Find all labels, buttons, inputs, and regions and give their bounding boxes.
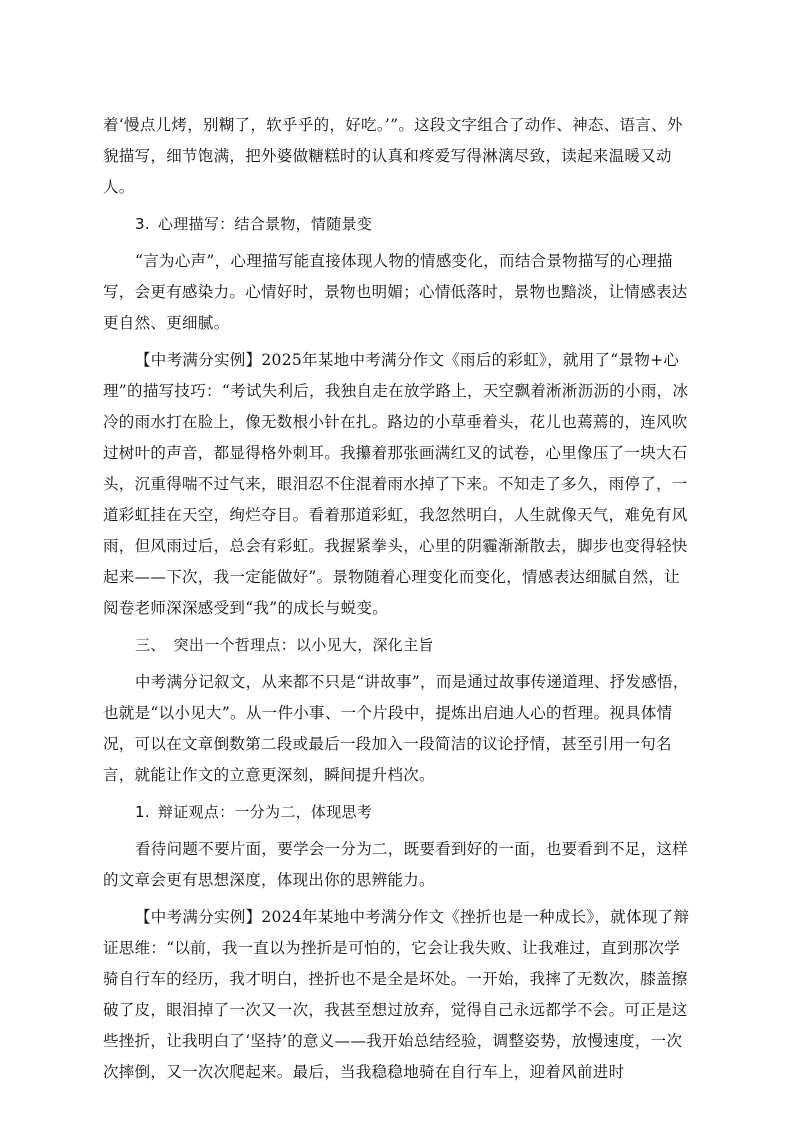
heading-number: 1.	[135, 803, 150, 821]
heading-text: 突出一个哲理点：以小见大，深化主旨	[173, 636, 434, 654]
section-heading-1	[103, 797, 691, 828]
heading-text: 辩证观点：一分为二，体现思考	[157, 803, 373, 821]
paragraph-example-setback: 【中考满分实例】2024年某地中考满分作文《挫折也是一种成长》，就体现了辩证思维：“以前，我一直以为挫折是可怕的，它会让我失败、让我难过，直到那次学骑自行车的经历，我才明白，挫折也不是全是坏处。一开始，我摔了无数次，膝盖擦破了皮，眼泪掉了一次又一次，我甚至想过放弃，觉得自己永远都学不会。可正是这些挫折，让我明白了‘坚持’的意义——我开始总结经验，调整姿势，放慢速度，一次次摔倒，又一次次爬起来。最后，当我稳稳地骑在自行车上，迎着风前进时	[103, 908, 690, 1081]
paragraph-p8: 看待问题不要片面，要学会一分为二，既要看到好的一面，也要看到不足，这样的文章会更有思想深度，体现出你的思辨能力。	[103, 840, 689, 889]
paragraph-p6: 中考满分记叙文，从来都不只是“讲故事”，而是通过故事传递道理、抒发感悟，也就是“以小见大”。从一件小事、一个片段中，提炼出启迪人心的哲理。视具体情况，可以在文章倒数第二段或最后一段加入一段简洁的议论抒情，甚至引用一句名言，就能让作文的立意更深刻，瞬间提升档次。	[103, 673, 689, 784]
heading-number: 三、	[135, 636, 166, 654]
heading-number: 3.	[135, 215, 150, 233]
paragraph-p1: 着‘慢点儿烤，别糊了，软乎乎的，好吃。’”。这段文字组合了动作、神态、语言、外貌描写，细节饱满，把外婆做糖糕时的认真和疼爱写得淋漓尽致，读起来温暖又动人。	[103, 116, 683, 196]
heading-text: 心理描写：结合景物，情随景变	[157, 215, 373, 233]
paragraph-example-rainbow: 【中考满分实例】2025年某地中考满分作文《雨后的彩虹》，就用了“景物+心理”的描写技巧：“考试失利后，我独自走在放学路上，天空飘着淅淅沥沥的小雨，冰冷的雨水打在脸上，像无数根小针在扎。路边的小草垂着头，花儿也蔫蔫的，连风吹过树叶的声音，都显得格外刺耳。我攥着那张画满红叉的试卷，心里像压了一块大石头，沉重得喘不过气来，眼泪忍不住混着雨水掉了下来。不知走了多久，雨停了，一道彩虹挂在天空，绚烂夺目。看着那道彩虹，我忽然明白，人生就像天气，难免有风雨，但风雨过后，总会有彩虹。我握紧拳头，心里的阴霾渐渐散去，脚步也变得轻快起来——下次，我一定能做好”。景物随着心理变化而变化，情感表达细腻自然，让阅卷老师深深感受到“我”的成长与蜕变。	[103, 351, 689, 617]
section-heading-san	[103, 630, 691, 661]
section-heading-3	[103, 209, 691, 240]
paragraph-p3: “言为心声”，心理描写能直接体现人物的情感变化，而结合景物描写的心理描写，会更有感染力。心情好时，景物也明媚；心情低落时，景物也黯淡，让情感表达更自然、更细腻。	[103, 252, 688, 332]
document-body	[103, 110, 691, 1094]
